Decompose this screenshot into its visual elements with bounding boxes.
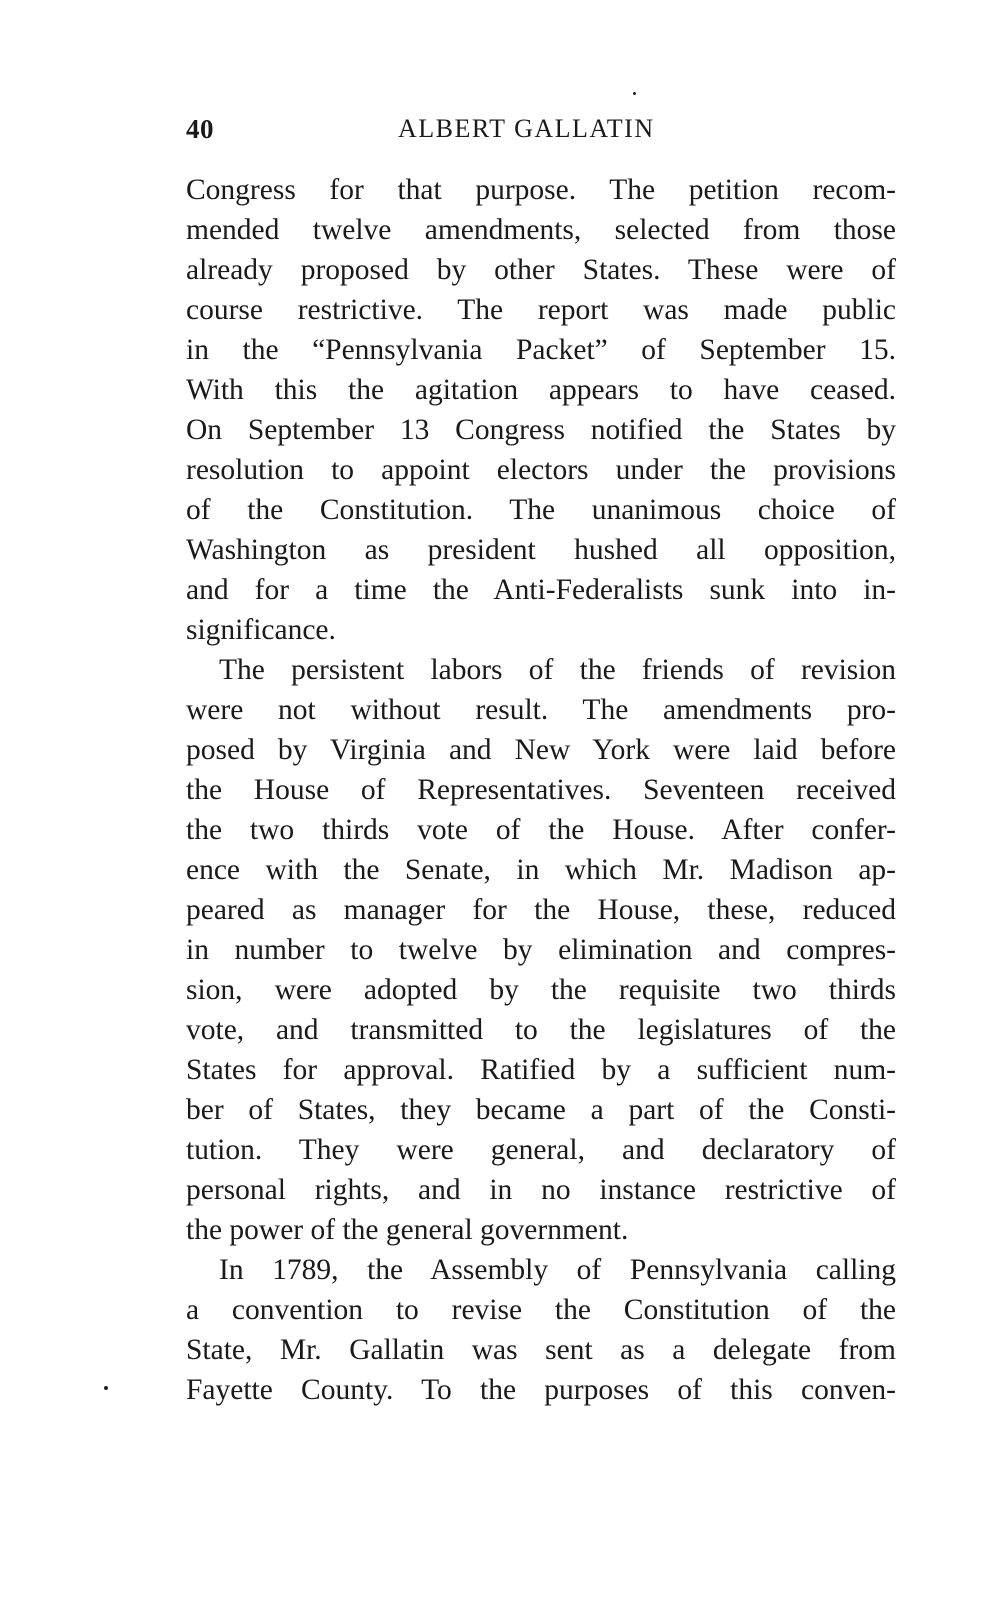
text-line: ber of States, they became a part of the Consti- xyxy=(186,1094,896,1126)
text-line: personal rights, and in no instance restrictive of xyxy=(186,1174,896,1206)
text-line: were not without result. The amendments pro- xyxy=(186,694,896,726)
page-number: 40 xyxy=(186,114,214,144)
running-title: ALBERT GALLATIN xyxy=(398,114,655,143)
body-text xyxy=(186,170,896,1410)
running-head xyxy=(186,114,896,154)
text-line: the power of the general government. xyxy=(186,1214,629,1246)
text-line: ence with the Senate, in which Mr. Madison ap- xyxy=(186,854,896,886)
text-line: The persistent labors of the friends of revision xyxy=(219,654,896,686)
text-line: the House of Representatives. Seventeen received xyxy=(186,774,896,806)
paragraph-3 xyxy=(186,1250,896,1410)
text-line: posed by Virginia and New York were laid before xyxy=(186,734,896,766)
text-line: significance. xyxy=(186,614,336,646)
text-line: On September 13 Congress notified the States by xyxy=(186,414,896,446)
text-line: in number to twelve by elimination and compres- xyxy=(186,934,896,966)
text-line: With this the agitation appears to have ceased. xyxy=(186,374,896,406)
text-line: sion, were adopted by the requisite two thirds xyxy=(186,974,896,1006)
text-line: in the “Pennsylvania Packet” of September 15. xyxy=(186,334,896,366)
text-line: and for a time the Anti-Federalists sunk into in- xyxy=(186,574,896,606)
text-line: peared as manager for the House, these, reduced xyxy=(186,894,896,926)
text-line: course restrictive. The report was made public xyxy=(186,294,896,326)
text-line: tution. They were general, and declaratory of xyxy=(186,1134,896,1166)
text-line: a convention to revise the Constitution of the xyxy=(186,1294,896,1326)
scan-speck xyxy=(633,92,636,95)
scan-speck xyxy=(104,1386,108,1390)
text-line: the two thirds vote of the House. After confer- xyxy=(186,814,896,846)
text-line: vote, and transmitted to the legislatures of the xyxy=(186,1014,896,1046)
text-line: In 1789, the Assembly of Pennsylvania calling xyxy=(219,1254,896,1286)
text-line: Fayette County. To the purposes of this conven- xyxy=(186,1374,896,1406)
text-line: mended twelve amendments, selected from those xyxy=(186,214,896,246)
text-line: resolution to appoint electors under the provisions xyxy=(186,454,896,486)
text-line: Congress for that purpose. The petition recom- xyxy=(186,174,896,206)
text-line: already proposed by other States. These were of xyxy=(186,254,896,286)
text-line: Washington as president hushed all opposition, xyxy=(186,534,896,566)
text-line: State, Mr. Gallatin was sent as a delegate from xyxy=(186,1334,896,1366)
text-line: of the Constitution. The unanimous choice of xyxy=(186,494,896,526)
paragraph-2 xyxy=(186,650,896,1250)
paragraph-1 xyxy=(186,170,896,650)
text-line: States for approval. Ratified by a sufficient num- xyxy=(186,1054,896,1086)
